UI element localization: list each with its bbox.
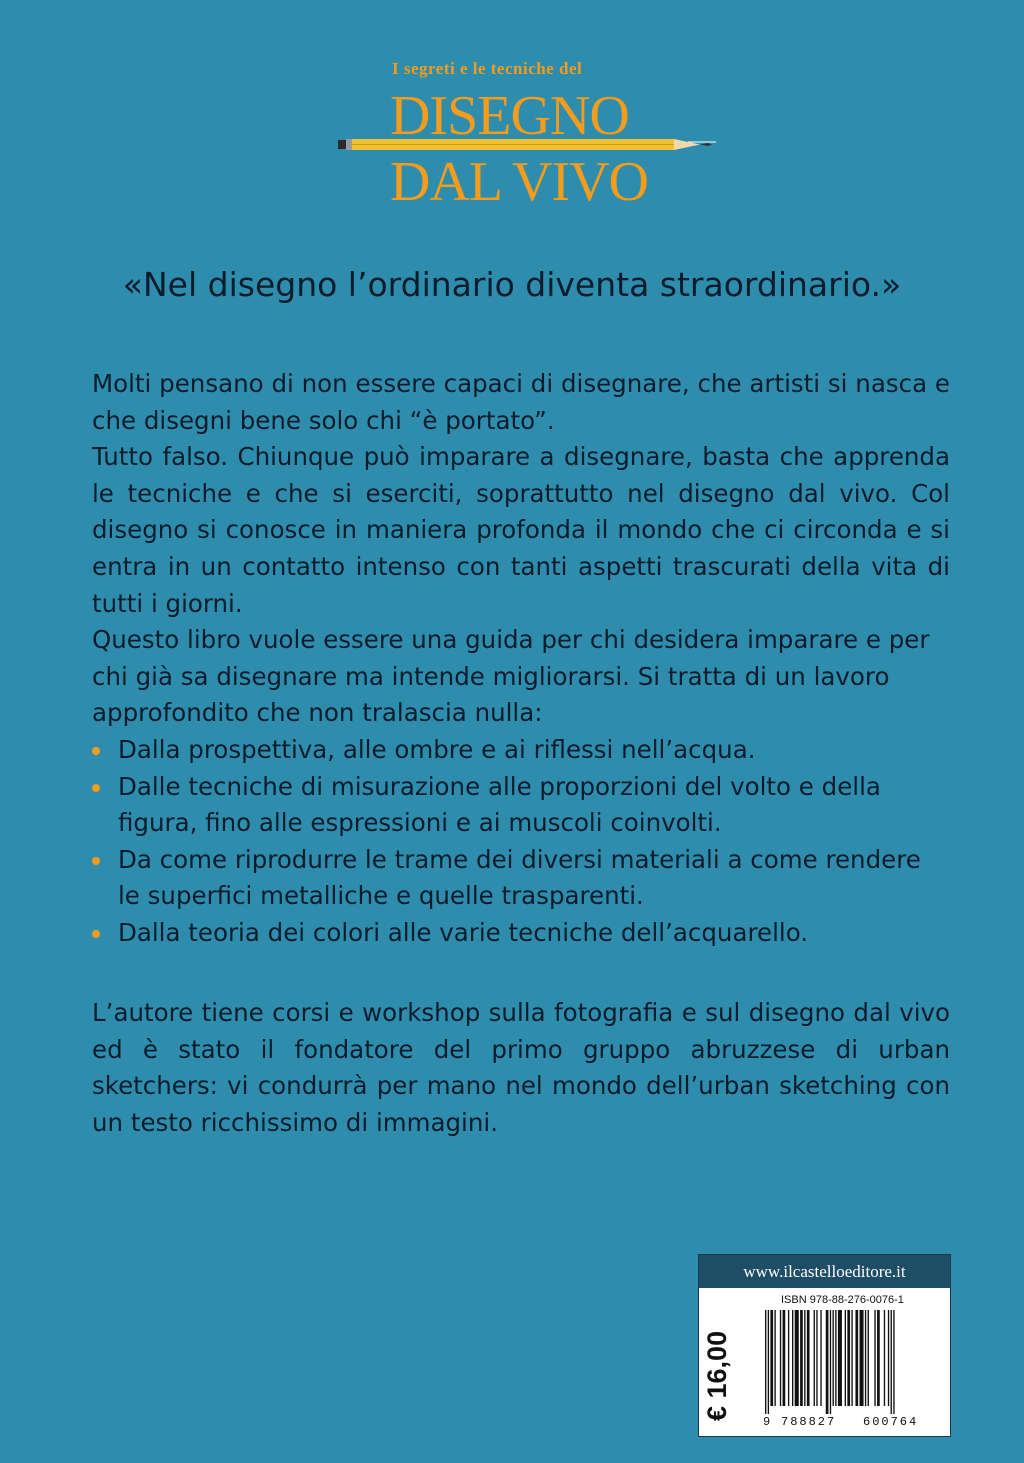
paragraph: Questo libro vuole essere una guida per chi desidera imparare e per chi già sa disegnare ma intende migliorarsi. Si tratta di un lavoro approfondito che non tralascia nulla:	[92, 625, 930, 728]
title-line-1: DISEGNO	[390, 85, 629, 147]
isbn-label: ISBN 978-88-276-0076-1	[781, 1294, 904, 1306]
bullet-item: Dalla prospettiva, alle ombre e ai riflessi nell’acqua.	[92, 732, 950, 769]
paragraph: Molti pensano di non essere capaci di disegnare, che artisti si nasca e che disegni bene solo chi “è portato”.	[92, 369, 950, 435]
paragraph: Tutto falso. Chiunque può imparare a disegnare, basta che apprenda le tecniche e che si eserciti, soprattutto nel disegno dal vivo. Col disegno si conosce in maniera profonda il mondo che ci circonda e si entra in un contatto intenso con tanti aspetti trascurati della vita di tutti i giorni.	[92, 442, 950, 618]
paragraph: L’autore tiene corsi e workshop sulla fotografia e sul disegno dal vivo ed è stato il fondatore del primo gruppo abruzzese di urban sketchers: vi condurrà per mano nel mondo dell’urban sketching con un testo ricchissimo di immagini.	[92, 998, 950, 1137]
series-line: I segreti e le tecniche del	[392, 59, 583, 78]
quote: «Nel disegno l’ordinario diventa straordinario.»	[122, 265, 902, 304]
description	[92, 366, 950, 952]
ean-right-group: 600764	[863, 1415, 919, 1429]
website-url[interactable]: www.ilcastelloeditore.it	[699, 1255, 950, 1288]
ean-first-digit: 9	[763, 1415, 771, 1429]
bullet-dot-icon	[92, 784, 100, 792]
bullet-item: Da come riprodurre le trame dei diversi materiali a come rendere le superfici metalliche e quelle trasparenti.	[92, 842, 950, 915]
bullet-dot-icon	[92, 747, 100, 755]
bullet-dot-icon	[92, 930, 100, 938]
bullet-list	[92, 732, 950, 952]
bullet-dot-icon	[92, 857, 100, 865]
author-description	[92, 995, 950, 1141]
book-title	[336, 84, 726, 213]
price: € 16,00	[702, 1330, 732, 1421]
barcode-box	[698, 1254, 951, 1437]
ean-left-group: 788827	[781, 1415, 837, 1429]
bullet-item: Dalle tecniche di misurazione alle proporzioni del volto e della figura, fino alle espressioni e ai muscoli coinvolti.	[92, 769, 950, 842]
title-line-2: DAL VIVO	[390, 151, 648, 213]
barcode	[763, 1310, 943, 1414]
bullet-item: Dalla teoria dei colori alle varie tecniche dell’acquarello.	[92, 915, 950, 952]
